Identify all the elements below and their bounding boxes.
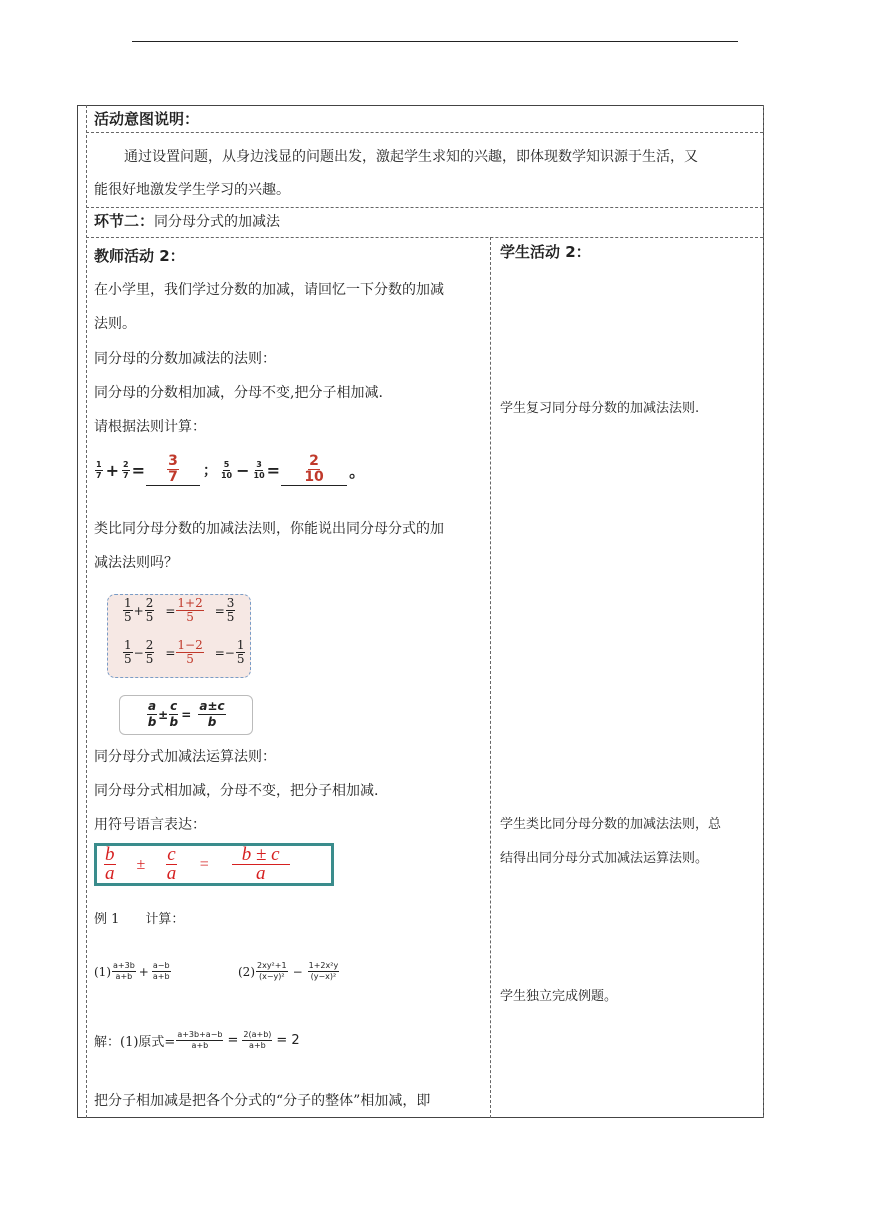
intent-heading: 活动意图说明： [94, 110, 200, 128]
example-solution: 解：(1)原式= $\frac{a+3b+a-b}{a+b}$ = $\frac{2(a+b)}{a+b}$ = 2 [94, 1030, 300, 1050]
answer-fraction: $\frac{2}{10}$ [304, 453, 324, 485]
teacher-paragraph: 同分母分式加减法运算法则： [94, 749, 276, 765]
table-inner-right-border [763, 105, 764, 1118]
example-problem-1: (1) $\frac{a+3b}{a+b}$ + $\frac{a-b}{a+b}$ [94, 961, 170, 981]
header-rule [132, 41, 738, 42]
fraction-example-box [107, 594, 251, 678]
fraction-example-row: $\frac{1}{5}$ − $\frac{2}{5}$ = $\frac{1-2}{5}$ =− $\frac{1}{5}$ [124, 638, 245, 666]
student-heading: 学生活动 2： [500, 243, 591, 261]
algebraic-fraction-box [119, 695, 253, 735]
student-note: 学生类比同分母分数的加减法法则，总 [500, 817, 722, 832]
student-note: 结得出同分母分式加减法运算法则。 [500, 851, 709, 866]
fraction-calculation: $\frac{1}{7}$ + $\frac{2}{7}$ = $\frac{3}{7}$ ； $\frac{5}{10}$ − $\frac{3}{10}$ = $\frac{2}{10}$ 。 [96, 453, 366, 485]
fraction: $\frac{1}{7}$ [96, 459, 102, 480]
teacher-paragraph: 同分母的分数相加减，分母不变,把分子相加减. [94, 385, 383, 401]
section-name: 同分母分式的加减法 [154, 214, 281, 230]
teacher-paragraph: 类比同分母分数的加减法法则，你能说出同分母分式的加 [94, 521, 444, 537]
fraction: $\frac{3}{10}$ [253, 459, 265, 480]
answer-fraction: $\frac{3}{7}$ [168, 453, 178, 485]
symbolic-rule-box [94, 843, 334, 886]
symbolic-rule-formula: $\frac{b}{a}$ ± $\frac{c}{a}$ = $\frac{b \pm c}{a}$ [103, 846, 291, 883]
teacher-heading: 教师活动 2： [94, 247, 185, 265]
intent-text-line1: 通过设置问题，从身边浅显的问题出发，激起学生求知的兴趣，即体现数学知识源于生活，又 [124, 149, 698, 165]
teacher-paragraph: 减法法则吗？ [94, 555, 178, 571]
table-inner-left-border [86, 105, 87, 1118]
fraction: $\frac{5}{10}$ [220, 459, 233, 480]
intent-text-line2: 能很好地激发学生学习的兴趣。 [94, 182, 290, 198]
column-divider [490, 237, 491, 1118]
teacher-paragraph: 法则。 [94, 316, 136, 332]
example-problem-2: (2) $\frac{\text{2xy²+1}}{\text{(x−y)²}}$ − $\frac{\text{1+2x²y}}{\text{(y−x)²}}$ [238, 961, 339, 981]
teacher-paragraph: 请根据法则计算： [94, 419, 206, 435]
row-divider [86, 237, 763, 238]
algebraic-fraction-formula: $\frac{a}{b}$ ± $\frac{c}{b}$ = $\frac{a\pm c}{b}$ [147, 699, 225, 729]
teacher-paragraph: 在小学里，我们学过分数的加减，请回忆一下分数的加减 [94, 282, 444, 298]
section-title [94, 212, 280, 231]
fraction-example-row: $\frac{1}{5}$ + $\frac{2}{5}$ = $\frac{1+2}{5}$ = $\frac{3}{5}$ [124, 596, 235, 624]
teacher-paragraph: 用符号语言表达： [94, 817, 206, 833]
teacher-paragraph: 同分母的分数加减法的法则： [94, 351, 276, 367]
row-divider [86, 132, 763, 133]
section-label: 环节二： [94, 212, 155, 230]
example-label: 例 1 计算： [94, 912, 185, 927]
student-note: 学生复习同分母分数的加减法法则. [500, 401, 700, 416]
answer-blank [146, 454, 200, 486]
teacher-paragraph: 同分母分式相加减，分母不变，把分子相加减. [94, 783, 379, 799]
student-note: 学生独立完成例题。 [500, 989, 618, 1004]
teacher-paragraph: 把分子相加减是把各个分式的“分子的整体”相加减，即 [94, 1093, 431, 1109]
fraction: $\frac{2}{7}$ [122, 459, 129, 480]
answer-blank [281, 454, 347, 486]
row-divider [86, 207, 763, 208]
